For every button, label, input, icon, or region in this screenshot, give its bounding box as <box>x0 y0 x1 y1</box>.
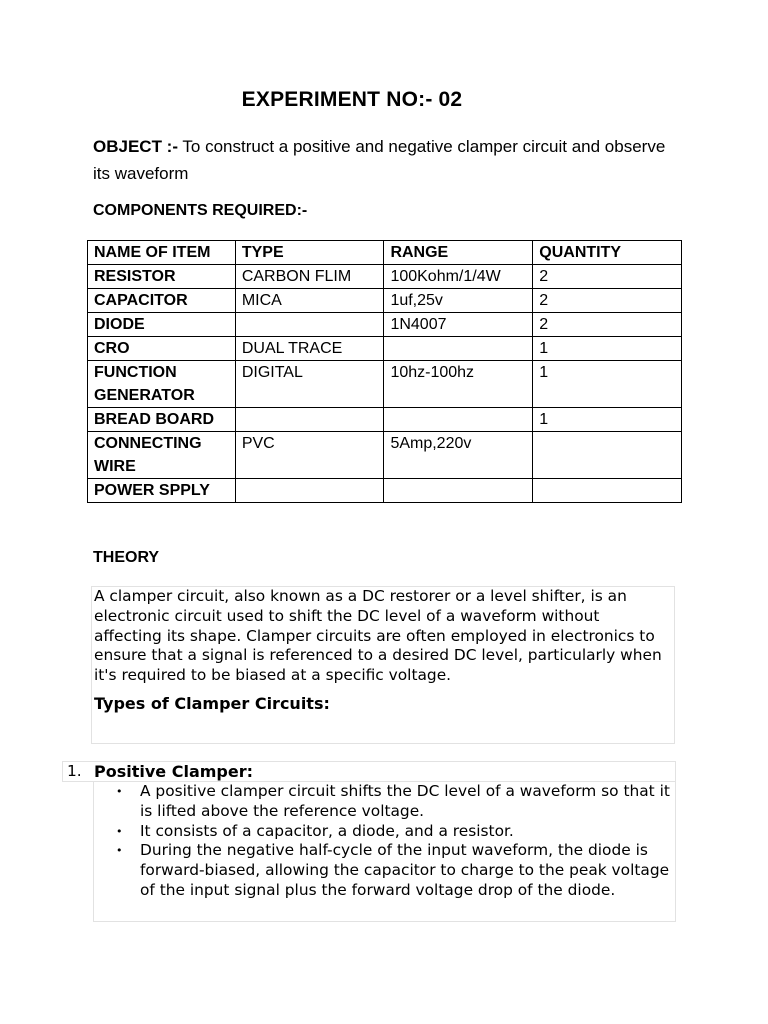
bullet-icon: • <box>116 844 123 858</box>
components-heading: COMPONENTS REQUIRED:- <box>93 202 308 219</box>
theory-heading: THEORY <box>93 549 160 566</box>
list-item <box>94 841 675 900</box>
cell-type: MICA <box>235 289 384 313</box>
cell-name: CRO <box>88 337 236 361</box>
bullet-text: A positive clamper circuit shifts the DC level of a waveform so that it is lifted above the reference voltage. <box>140 782 670 820</box>
table-row <box>88 479 682 503</box>
page-title: EXPERIMENT NO:- 02 <box>241 88 463 111</box>
cell-type <box>235 479 384 503</box>
bullet-text: It consists of a capacitor, a diode, and a resistor. <box>140 821 514 840</box>
cell-range: 5Amp,220v <box>384 432 533 479</box>
object-text: To construct a positive and negative clamper circuit and observe its waveform <box>93 137 666 183</box>
list-item-header <box>62 761 676 782</box>
cell-type: CARBON FLIM <box>235 265 384 289</box>
cell-name: BREAD BOARD <box>88 408 236 432</box>
list-item <box>94 822 675 842</box>
cell-quantity <box>533 479 682 503</box>
cell-quantity: 1 <box>533 361 682 408</box>
cell-type: DIGITAL <box>235 361 384 408</box>
cell-type <box>235 408 384 432</box>
table-header-row <box>88 241 682 265</box>
cell-quantity: 2 <box>533 265 682 289</box>
cell-name: FUNCTION GENERATOR <box>88 361 236 408</box>
object-statement <box>93 133 673 187</box>
components-table <box>87 240 682 503</box>
cell-name: POWER SPPLY <box>88 479 236 503</box>
list-item-title: Positive Clamper: <box>94 762 253 781</box>
header-type: TYPE <box>235 241 384 265</box>
types-heading: Types of Clamper Circuits: <box>94 693 330 713</box>
cell-type: PVC <box>235 432 384 479</box>
cell-type <box>235 313 384 337</box>
cell-range <box>384 479 533 503</box>
cell-range <box>384 337 533 361</box>
cell-name: DIODE <box>88 313 236 337</box>
theory-paragraph: A clamper circuit, also known as a DC restorer or a level shifter, is an electronic circuit used to shift the DC level of a waveform without affecting its shape. Clamper circuits are often employed in electronics to ensure that a signal is referenced to a desired DC level, particularly when it's required to be biased at a specific voltage. <box>94 587 662 685</box>
cell-quantity: 1 <box>533 408 682 432</box>
theory-text-box <box>91 586 675 744</box>
table-row <box>88 289 682 313</box>
table-row <box>88 432 682 479</box>
table-row <box>88 313 682 337</box>
table-row <box>88 265 682 289</box>
cell-quantity <box>533 432 682 479</box>
cell-range: 1uf,25v <box>384 289 533 313</box>
table-row <box>88 337 682 361</box>
cell-name: CAPACITOR <box>88 289 236 313</box>
clamper-types-list <box>62 761 676 922</box>
cell-name: RESISTOR <box>88 265 236 289</box>
cell-quantity: 1 <box>533 337 682 361</box>
bullet-text: During the negative half-cycle of the input waveform, the diode is forward-biased, allowing the capacitor to charge to the peak voltage of the input signal plus the forward voltage drop of the diode. <box>140 841 670 899</box>
list-number: 1. <box>67 762 82 780</box>
header-name-of-item: NAME OF ITEM <box>88 241 236 265</box>
cell-type: DUAL TRACE <box>235 337 384 361</box>
bullet-list <box>93 781 676 922</box>
cell-quantity: 2 <box>533 289 682 313</box>
cell-name: CONNECTING WIRE <box>88 432 236 479</box>
bullet-icon: • <box>116 785 123 798</box>
header-quantity: QUANTITY <box>533 241 682 265</box>
object-label: OBJECT :- <box>93 137 178 156</box>
list-item <box>94 782 675 822</box>
cell-range <box>384 408 533 432</box>
bullet-icon: • <box>116 824 123 838</box>
cell-range: 100Kohm/1/4W <box>384 265 533 289</box>
header-range: RANGE <box>384 241 533 265</box>
cell-range: 10hz-100hz <box>384 361 533 408</box>
table-row <box>88 408 682 432</box>
cell-range: 1N4007 <box>384 313 533 337</box>
cell-quantity: 2 <box>533 313 682 337</box>
table-row <box>88 361 682 408</box>
